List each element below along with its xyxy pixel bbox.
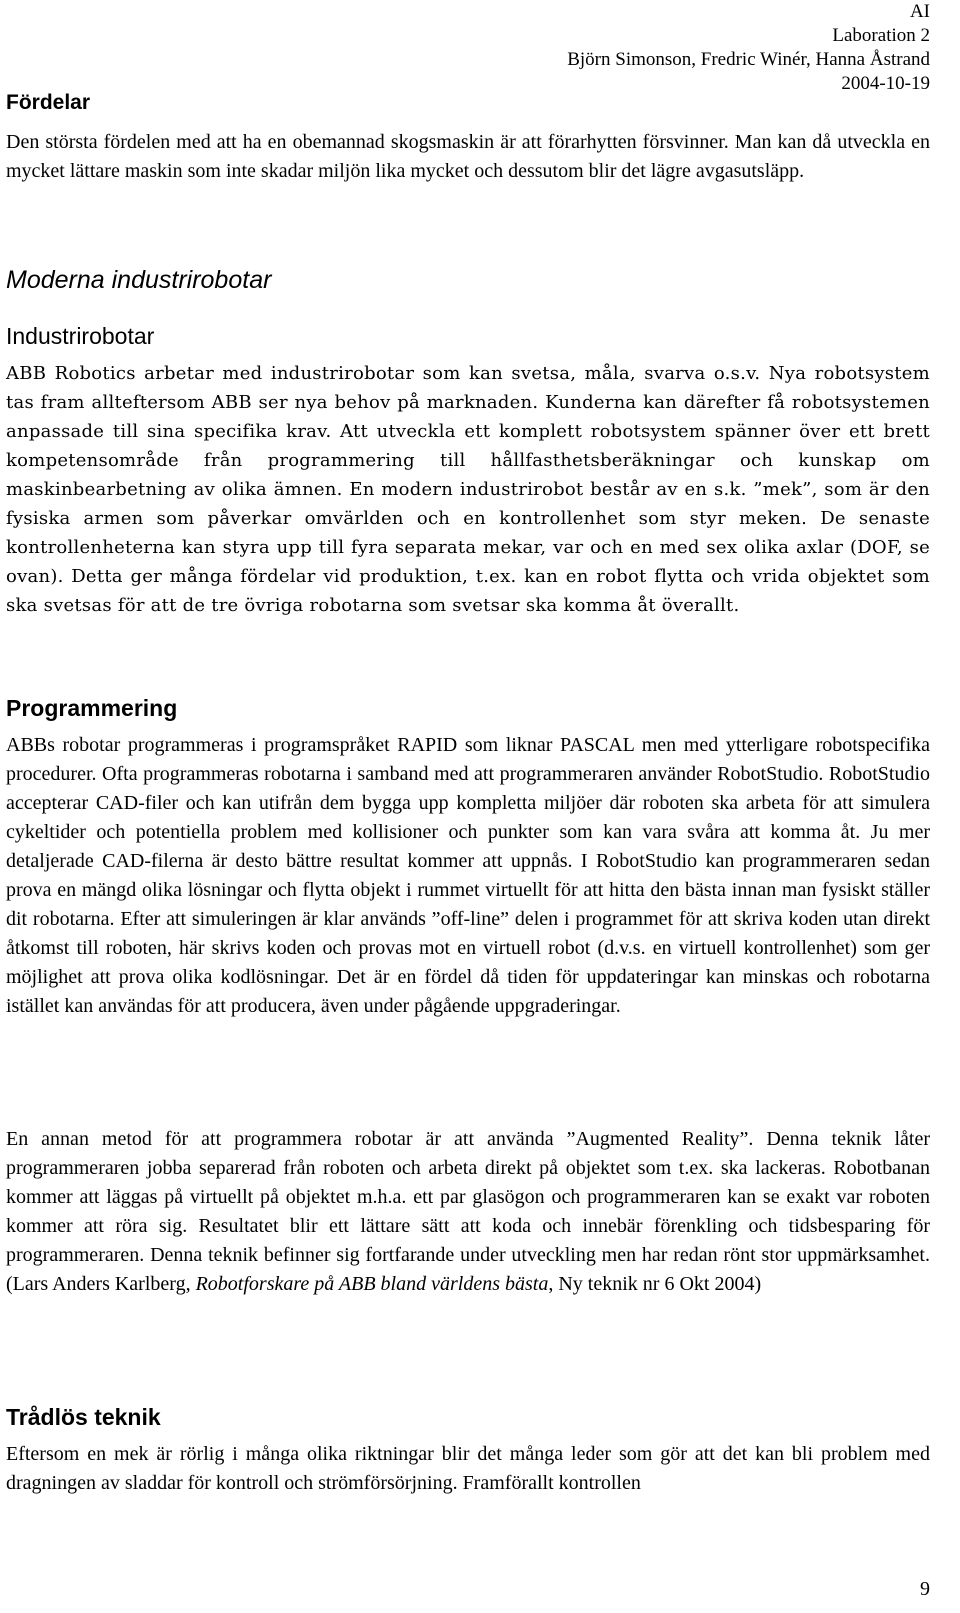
heading-moderna-industrirobotar: Moderna industrirobotar bbox=[6, 266, 272, 294]
page-number: 9 bbox=[920, 1578, 930, 1600]
paragraph-industrirobotar: ABB Robotics arbetar med industrirobotar som kan svetsa, måla, svarva o.s.v. Nya robotsystem tas fram allteftersom ABB ser nya behov på marknaden. Kunderna kan därefter få robotsystemen anpassade till sina specifika krav. Att utveckla ett komplett robotsystem spänner över ett brett kompetensområde från programmering till hållfasthetsberäkningar och kunskap om maskinbearbetning av olika ämnen. En modern industrirobot består av en s.k. ”mek”, som är den fysiska armen som påverkar omvärlden och en kontrollenhet som styr meken. De senaste kontrollenheterna kan styra upp till fyra separata mekar, var och en med sex olika axlar (DOF, se ovan). Detta ger många fördelar vid produktion, t.ex. kan en robot flytta och vrida objektet som ska svetsas för att de tre övriga robotarna som svetsar ska komma åt överallt. bbox=[6, 363, 930, 616]
header-course: AI bbox=[909, 1, 930, 22]
paragraph-fordelar: Den största fördelen med att ha en obemannad skogsmaskin är att förarhytten försvinner. Man kan då utveckla en mycket lättare maskin som inte skadar miljön lika mycket och dessutom blir det lägre avgasutsläpp. bbox=[6, 131, 930, 182]
header-authors: Björn Simonson, Fredric Winér, Hanna Åstrand bbox=[567, 49, 930, 70]
heading-programmering: Programmering bbox=[6, 695, 178, 721]
heading-tradlos-teknik: Trådlös teknik bbox=[6, 1404, 161, 1430]
paragraph-programmering-2-end: , Ny teknik nr 6 Okt 2004) bbox=[548, 1273, 762, 1295]
paragraph-programmering-2-text: En annan metod för att programmera robotar är att använda ”Augmented Reality”. Denna teknik låter programmeraren jobba separerad från roboten och arbeta direkt på objektet som t.ex. ska lackeras. Robotbanan kommer att läggas på virtuellt på objektet m.h.a. ett par glasögon och programmeraren kan se exakt var roboten kommer att röra sig. Resultatet blir ett lättare sätt att koda och innebär förenkling och tidsbesparing för programmeraren. Denna teknik befinner sig fortfarande under utveckling men har redan rönt stor uppmärksamhet. (Lars Anders Karlberg, bbox=[6, 1128, 930, 1295]
paragraph-programmering-2 bbox=[6, 1125, 930, 1299]
paragraph-programmering-1: ABBs robotar programmeras i programspråket RAPID som liknar PASCAL men med ytterligare robotspecifika procedurer. Ofta programmeras robotarna i samband med att programmeraren använder RobotStudio. RobotStudio accepterar CAD-filer och kan utifrån dem bygga upp kompletta miljöer där roboten ska arbeta för att simulera cykeltider och potentiella problem med kollisioner och punkter som kan vara svåra att komma åt. Ju mer detaljerade CAD-filerna är desto bättre resultat kommer att uppnås. I RobotStudio kan programmeraren sedan prova en mängd olika lösningar och flytta objekt i rummet virtuellt för att hitta den bästa innan man fysiskt ställer dit robotarna. Efter att simuleringen är klar används ”off-line” delen i programmet för att skriva koden utan direkt åtkomst till roboten, här skrivs koden och provas mot en virtuell robot (d.v.s. en virtuell kontrollenhet) som ger möjlighet att prova olika kodlösningar. Det är en fördel då tiden för uppdateringar kan minskas och robotarna istället kan användas för att producera, även under pågående uppgraderingar. bbox=[6, 734, 930, 1017]
heading-industrirobotar: Industrirobotar bbox=[6, 323, 155, 349]
paragraph-tradlos-teknik: Eftersom en mek är rörlig i många olika riktningar blir det många leder som gör att det kan bli problem med dragningen av sladdar för kontroll och strömförsörjning. Framförallt kontrollen bbox=[6, 1443, 930, 1494]
page-header bbox=[567, 0, 930, 96]
heading-fordelar: Fördelar bbox=[6, 91, 91, 114]
header-date: 2004-10-19 bbox=[841, 73, 930, 94]
header-lab: Laboration 2 bbox=[832, 25, 930, 46]
citation-title: Robotforskare på ABB bland världens bästa bbox=[195, 1273, 549, 1295]
